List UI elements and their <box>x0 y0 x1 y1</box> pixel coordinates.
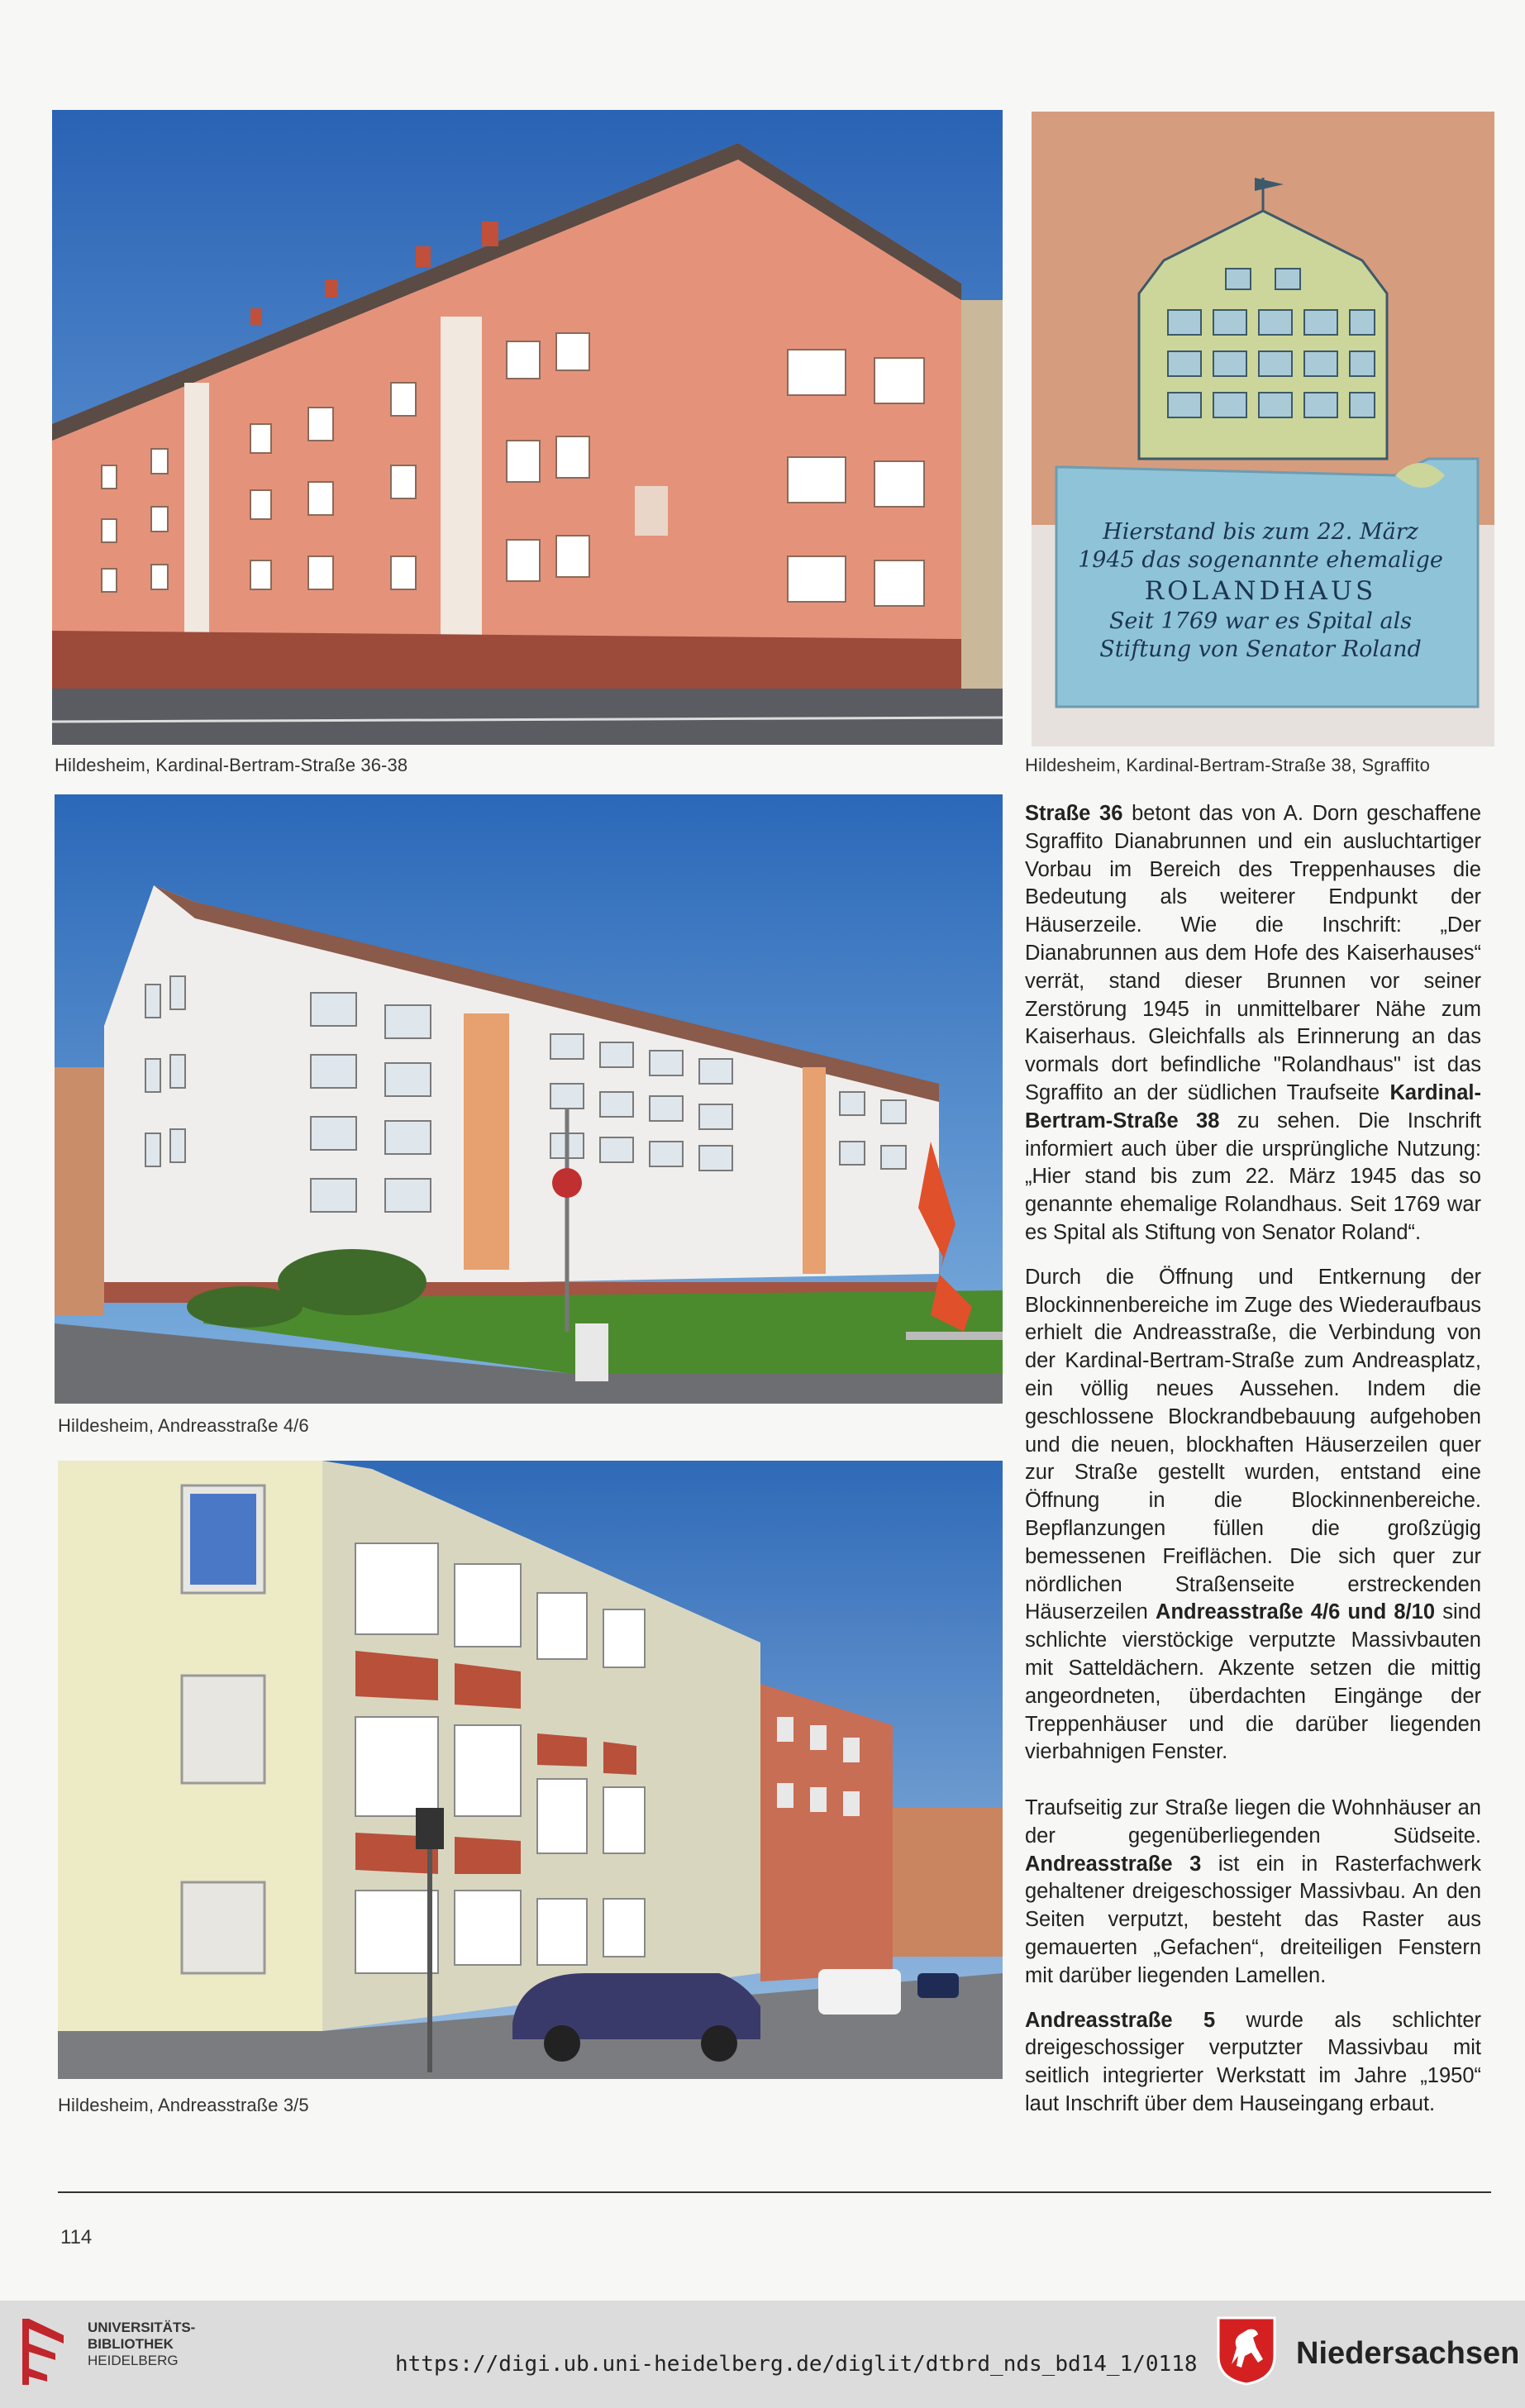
caption-photo2: Hildesheim, Kardinal-Bertram-Straße 38, Sgraffito <box>1025 755 1430 775</box>
inscription-line-1: Hierstand bis zum 22. März <box>1103 519 1418 545</box>
text-run: zu sehen. Die Inschrift informiert auch über die ursprüngliche Nutzung: „Hier stand bis zum 22. März 1945 das so genannte ehemalige Rolandhaus. Seit 1769 war es Spital als Stiftung von Senator Roland“. <box>1025 1109 1481 1244</box>
paragraph-1 <box>1025 800 1481 1247</box>
inscription-line-3: ROLANDHAUS <box>1144 576 1377 606</box>
footer-rule <box>58 2191 1491 2193</box>
ub-line-1: UNIVERSITÄTS- <box>88 2320 196 2335</box>
caption-photo4: Hildesheim, Andreasstraße 3/5 <box>58 2095 309 2115</box>
bold-ref: Kardinal-Bertram-Straße 38 <box>1025 1080 1481 1132</box>
text-run: betont das von A. Dorn geschaffene Sgraffito Dianabrunnen und ein ausluchtartiger Vorbau im Bereich des Treppenhauses die Bedeutung als weiterer Endpunkt der Häuserzeile. Wie die Inschrift: „Der Dianabrunnen aus dem Hofe des Kaiserhauses“ verrät, stand dieser Brunnen vor seiner Zerstörung 1945 in unmittelbarer Nähe zum Kaiserhaus. Gleichfalls als Erinnerung an das vormals dort befindliche "Rolandhaus" ist das Sgraffito an der südlichen Traufseite <box>1025 802 1482 1104</box>
page-number: 114 <box>60 2226 93 2248</box>
bold-ref: Andreasstraße 3 <box>1025 1852 1202 1876</box>
caption-photo1: Hildesheim, Kardinal-Bertram-Straße 36-38 <box>55 755 408 775</box>
bold-ref: Andreasstraße 4/6 und 8/10 <box>1156 1600 1436 1624</box>
text-run: ist ein in Rasterfachwerk gehaltener dreigeschossiger Massivbau. An den Seiten verputzt, besteht das Raster aus gemauerten „Gefachen“, dreiteiligen Fenstern mit darüber liegenden Lamellen. <box>1025 1852 1482 1987</box>
bold-ref: Straße 36 <box>1025 802 1123 825</box>
photo-kardinal-bertram-strasse-36-38 <box>52 110 1003 745</box>
inscription-line-4: Seit 1769 war es Spital als <box>1108 608 1413 634</box>
sgraffito-inscription <box>1058 518 1463 664</box>
inscription-line-5: Stiftung von Senator Roland <box>1099 637 1422 662</box>
source-url-link[interactable]: https://digi.ub.uni-heidelberg.de/diglit/dtbrd_nds_bd14_1/0118 <box>395 2352 1198 2377</box>
body-text <box>1025 800 1481 2135</box>
text-run: wurde als schlichter dreigeschossiger verputzter Massivbau mit seitlich integrierter Werkstatt im Jahre „1950“ laut Inschrift über dem Hauseingang erbaut. <box>1025 2008 1482 2116</box>
caption-photo3: Hildesheim, Andreasstraße 4/6 <box>58 1415 309 1436</box>
text-run: sind schlichte vierstöckige verputzte Massivbauten mit Satteldächern. Akzente setzen die mittig angeordneten, überdachten Eingänge der Treppenhäuser und die darüber liegenden vierbahnigen Fenster. <box>1025 1600 1481 1764</box>
paragraph-2 <box>1025 1264 1481 1767</box>
ub-line-2: BIBLIOTHEK <box>88 2336 174 2352</box>
text-run: Traufseitig zur Straße liegen die Wohnhäuser an der gegenüberliegenden Südseite. <box>1025 1796 1481 1848</box>
university-library-name <box>88 2320 195 2369</box>
photo-andreasstrasse-4-6 <box>55 794 1003 1404</box>
inscription-line-2: 1945 das sogenannte ehemalige <box>1078 547 1443 573</box>
paragraph-3 <box>1025 1795 1481 1991</box>
lower-saxony-horse-crest-icon <box>1215 2315 1278 2386</box>
lower-saxony-wordmark: Niedersachsen <box>1296 2336 1520 2371</box>
bold-ref: Andreasstraße 5 <box>1025 2008 1216 2032</box>
paragraph-4 <box>1025 2007 1481 2119</box>
photo-andreasstrasse-3-5 <box>58 1461 1003 2079</box>
text-run: Durch die Öffnung und Entkernung der Blockinnenbereiche im Zuge des Wiederaufbaus erhielt die Andreasstraße, die Verbindung von der Kardinal-Bertram-Straße zum Andreasplatz, ein völlig neues Aussehen. Indem die geschlossene Blockrandbebauung aufgehoben und die neuen, blockhaften Häuserzeilen quer zur Straße gestellt wurden, entstand eine Öffnung in die Blockinnenbereiche. Bepflanzungen füllen die großzügig bemessenen Freiflächen. Die sich quer zur nördlichen Straßenseite erstreckenden Häuserzeilen <box>1025 1265 1481 1624</box>
university-library-logo-icon <box>18 2310 76 2393</box>
ub-line-3: HEIDELBERG <box>88 2353 179 2368</box>
